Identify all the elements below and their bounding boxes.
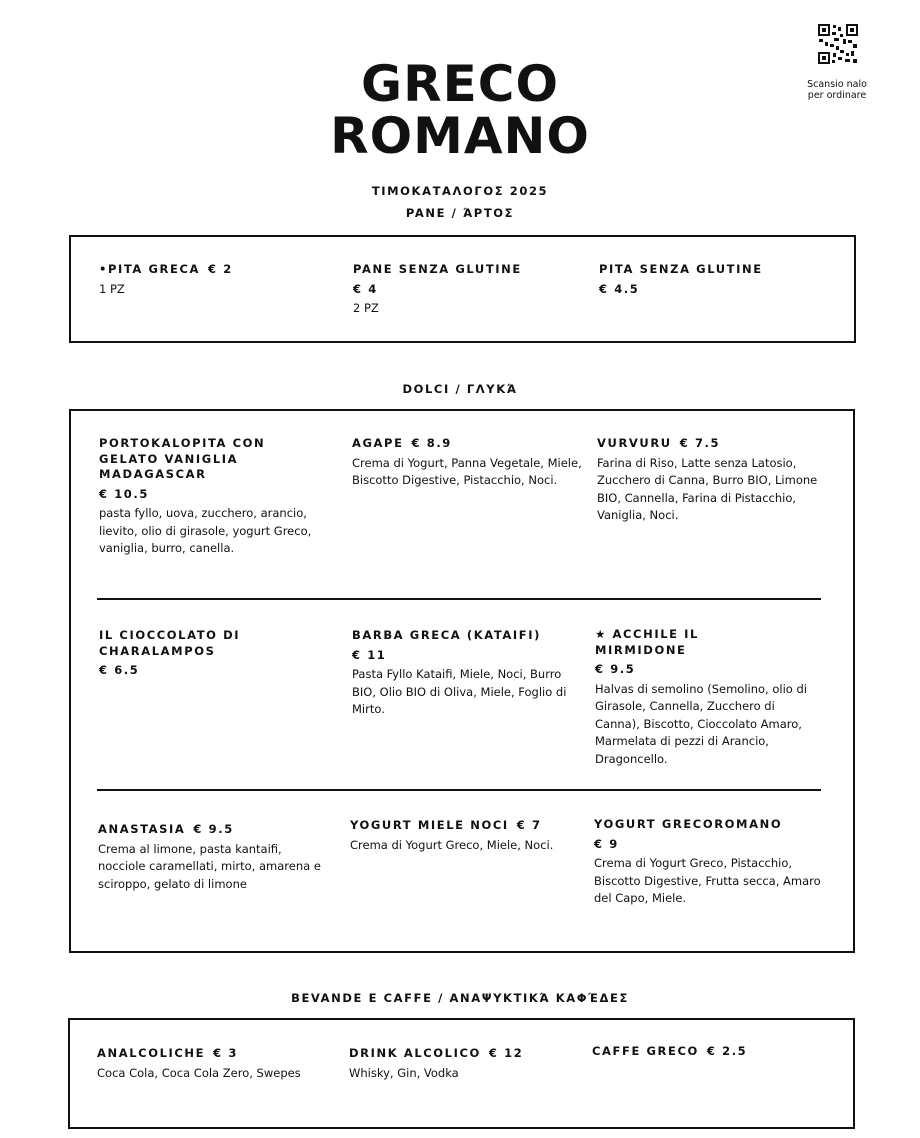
item-name: ANALCOLICHE	[97, 1046, 206, 1060]
item-description: Halvas di semolino (Semolino, olio di Girasole, Cannella, Zucchero di Canna), Biscotto, Cioccolato Amaro, Marmelata di pezzi di Arancio, Dragoncello.	[595, 681, 807, 766]
item-description: Pasta Fyllo Kataifi, Miele, Noci, Burro BIO, Olio BIO di Oliva, Miele, Foglio di Mirto.	[352, 667, 567, 716]
menu-item	[99, 628, 314, 679]
item-name: PORTOKALOPITA CON GELATO VANIGLIA MADAGASCAR	[99, 436, 266, 481]
item-price: € 7	[516, 818, 542, 832]
item-description: 1 PZ	[99, 281, 125, 296]
menu-item	[349, 1046, 579, 1082]
restaurant-title	[0, 55, 920, 165]
item-price: € 4	[353, 281, 378, 296]
item-description: Crema di Yogurt Greco, Pistacchio, Biscotto Digestive, Frutta secca, Amaro del Capo, Miele.	[594, 856, 821, 905]
item-price: € 6.5	[99, 663, 140, 677]
item-description: Whisky, Gin, Vodka	[349, 1065, 459, 1080]
item-name: AGAPE	[352, 436, 404, 450]
item-price: € 8.9	[411, 436, 452, 450]
price-list-subtitle: ΤΙΜΟΚΑΤΑΛΟΓΟΣ 2025	[371, 184, 549, 198]
item-price: € 9.5	[193, 822, 234, 836]
section-heading-dolci: DOLCI / ΓΛΥΚΆ	[402, 382, 518, 396]
item-price: € 2.5	[706, 1044, 748, 1058]
item-price: € 9	[594, 836, 619, 851]
item-price: € 4.5	[599, 281, 640, 296]
item-description: Farina di Riso, Latte senza Latosio, Zucchero di Canna, Burro BIO, Limone BIO, Cannella, Farina di Pistacchio, Vaniglia, Noci.	[597, 455, 818, 522]
item-name: PANE SENZA GLUTINE	[353, 262, 522, 276]
item-name: PITA SENZA GLUTINE	[599, 262, 763, 276]
item-description: pasta fyllo, uova, zucchero, arancio, lievito, olio di girasole, yogurt Greco, vaniglia, burro, canella.	[99, 506, 312, 555]
section-heading-pane: PANE / ΆΡΤΟΣ	[405, 206, 515, 220]
item-name: IL CIOCCOLATO DI CHARALAMPOS	[99, 628, 241, 658]
item-name: DRINK ALCOLICO	[349, 1046, 481, 1060]
item-name: ★ ACCHILE IL MIRMIDONE	[595, 627, 699, 657]
item-name: ANASTASIA	[98, 822, 186, 836]
item-name: YOGURT MIELE NOCI	[350, 818, 509, 832]
menu-item	[597, 436, 827, 525]
item-price: € 7.5	[679, 436, 721, 450]
qr-code-icon[interactable]	[818, 24, 858, 64]
menu-item	[350, 818, 580, 854]
menu-item	[99, 262, 329, 298]
section-heading-bevande: BEVANDE E CAFFE / ΑΝΑΨΥΚΤΙΚΆ ΚΑΦΈΔΕΣ	[291, 991, 629, 1005]
item-price: € 9.5	[595, 662, 636, 676]
menu-item	[352, 628, 582, 719]
item-price: € 11	[352, 647, 387, 662]
item-price: € 2	[208, 262, 233, 276]
row-divider	[97, 598, 821, 600]
menu-item	[97, 1046, 327, 1082]
item-description: Coca Cola, Coca Cola Zero, Swepes	[97, 1065, 301, 1080]
title-line-1: GRECO	[361, 55, 559, 113]
menu-item	[353, 262, 583, 318]
row-divider	[97, 789, 821, 791]
item-description: 2 PZ	[353, 301, 379, 315]
menu-item	[99, 436, 314, 558]
item-price: € 12	[488, 1046, 524, 1060]
menu-item	[595, 627, 820, 768]
item-price: € 10.5	[99, 486, 149, 501]
item-name: CAFFE GRECO	[592, 1044, 699, 1058]
item-name: BARBA GRECA (KATAIFI)	[352, 628, 541, 642]
title-line-2: ROMANO	[330, 107, 590, 165]
item-price: € 3	[213, 1046, 238, 1060]
menu-item	[352, 436, 582, 490]
item-description: Crema di Yogurt, Panna Vegetale, Miele, Biscotto Digestive, Pistacchio, Noci.	[352, 455, 582, 487]
menu-item	[98, 822, 328, 893]
item-name: •PITA GRECA	[99, 262, 201, 276]
menu-item	[594, 817, 824, 908]
menu-item	[592, 1044, 822, 1060]
item-name: VURVURU	[597, 436, 672, 450]
item-name: YOGURT GRECOROMANO	[594, 817, 783, 831]
menu-item	[599, 262, 829, 297]
item-description: Crema di Yogurt Greco, Miele, Noci.	[350, 837, 554, 852]
item-description: Crema al limone, pasta kantaifi, nocciole caramellati, mirto, amarena e sciroppo, gelato di limone	[98, 841, 321, 891]
qr-caption: Scansio nalo per ordinare	[807, 79, 867, 101]
